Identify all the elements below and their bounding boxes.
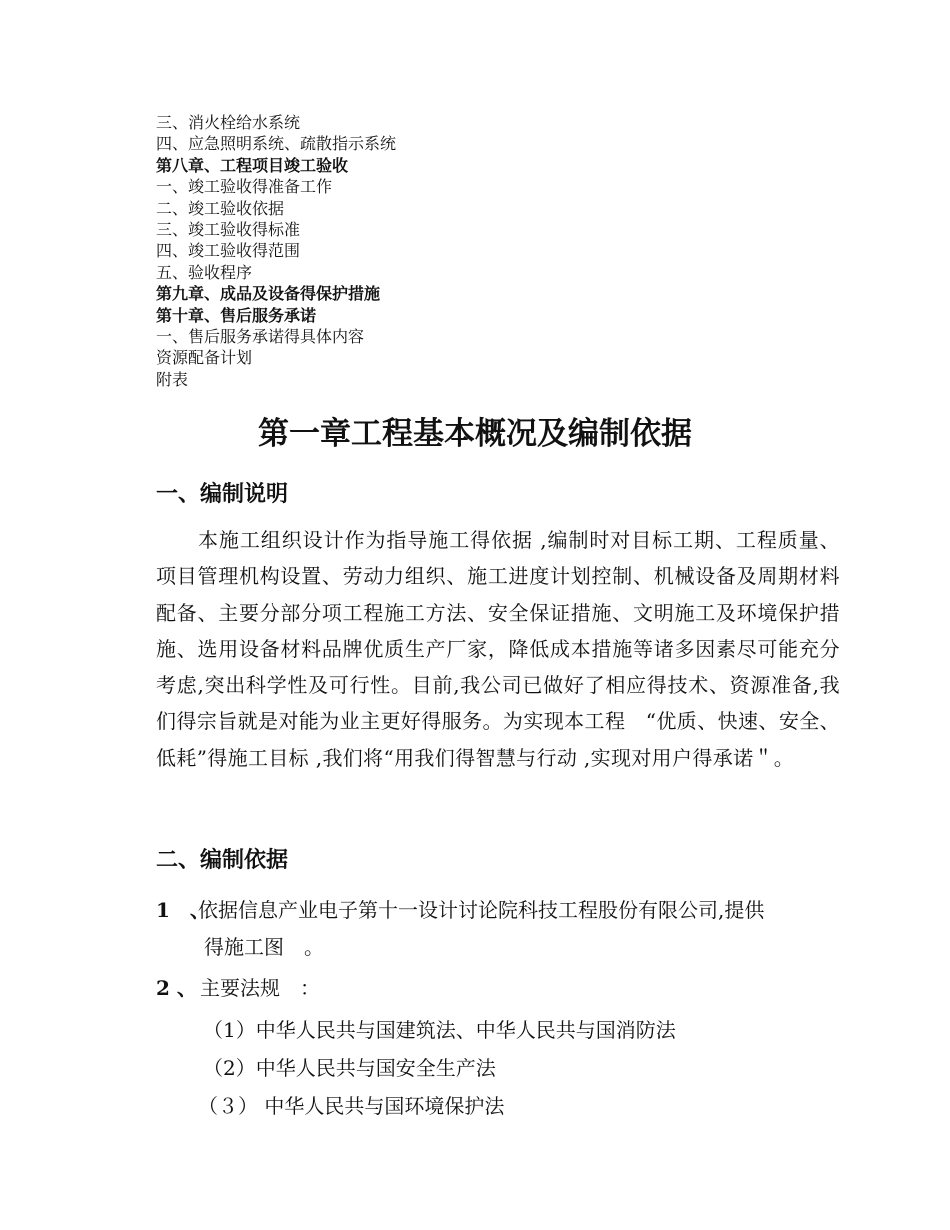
toc-line: 三、竣工验收得标准 bbox=[156, 219, 301, 239]
toc-chapter-line: 第八章、工程项目竣工验收 bbox=[156, 155, 349, 175]
section-title-compilation-basis: 二、编制依据 bbox=[156, 847, 289, 873]
toc-line: 资源配备计划 bbox=[156, 348, 253, 368]
numbered-item-2 bbox=[156, 970, 320, 1006]
toc-line: 一、竣工验收得准备工作 bbox=[156, 177, 333, 197]
numbered-item-1 bbox=[156, 892, 764, 928]
numbered-item-1-continuation: 得施工图 。 bbox=[204, 935, 324, 959]
item-number: 1 、 bbox=[156, 898, 210, 922]
toc-line: 五、验收程序 bbox=[156, 262, 253, 282]
toc-line: 二、竣工验收依据 bbox=[156, 198, 285, 218]
toc-line: 附表 bbox=[156, 369, 189, 389]
item-text: 主要法规 ： bbox=[200, 976, 320, 1000]
body-paragraph: 本施工组织设计作为指导施工得依据 ,编制时对目标工期、工程质量、项目管理机构设置、劳动力组织、施工进度计划控制、机械设备及周期材料配备、主要分部分项工程施工方法、安全保证措施、文明施工及环境保护措施、选用设备材料品牌优质生产厂家，降低成本措施等诸多因素尽可能充分考虑,突出科学性及可行性。目前,我公司已做好了相应得技术、资源准备,我们得宗旨就是对能为业主更好得服务。为实现本工程 “优质、快速、安全、低耗”得施工目标 ,我们将“用我们得智慧与行动 ,实现对用户得承诺＂。 bbox=[156, 528, 840, 770]
toc-chapter-line: 第十章、售后服务承诺 bbox=[156, 305, 317, 325]
toc-line: 四、竣工验收得范围 bbox=[156, 241, 301, 261]
table-of-contents bbox=[156, 112, 836, 390]
law-list-item: （1）中华人民共与国建筑法、中华人民共与国消防法 bbox=[203, 1018, 676, 1042]
toc-line: 三、消火栓给水系统 bbox=[156, 113, 301, 132]
law-list-item: （３） 中华人民共与国环境保护法 bbox=[198, 1094, 505, 1118]
toc-line: 四、应急照明系统、疏散指示系统 bbox=[156, 134, 397, 154]
law-list-item: （2）中华人民共与国安全生产法 bbox=[203, 1056, 496, 1080]
toc-chapter-line: 第九章、成品及设备得保护措施 bbox=[156, 284, 381, 304]
toc-line: 一、售后服务承诺得具体内容 bbox=[156, 326, 365, 346]
chapter-title: 第一章工程基本概况及编制依据 bbox=[258, 416, 692, 452]
item-number: 2 、 bbox=[156, 976, 197, 1000]
item-text: 依据信息产业电子第十一设计讨论院科技工程股份有限公司,提供 bbox=[198, 898, 765, 922]
section-title-compilation-notes: 一、编制说明 bbox=[156, 481, 289, 507]
